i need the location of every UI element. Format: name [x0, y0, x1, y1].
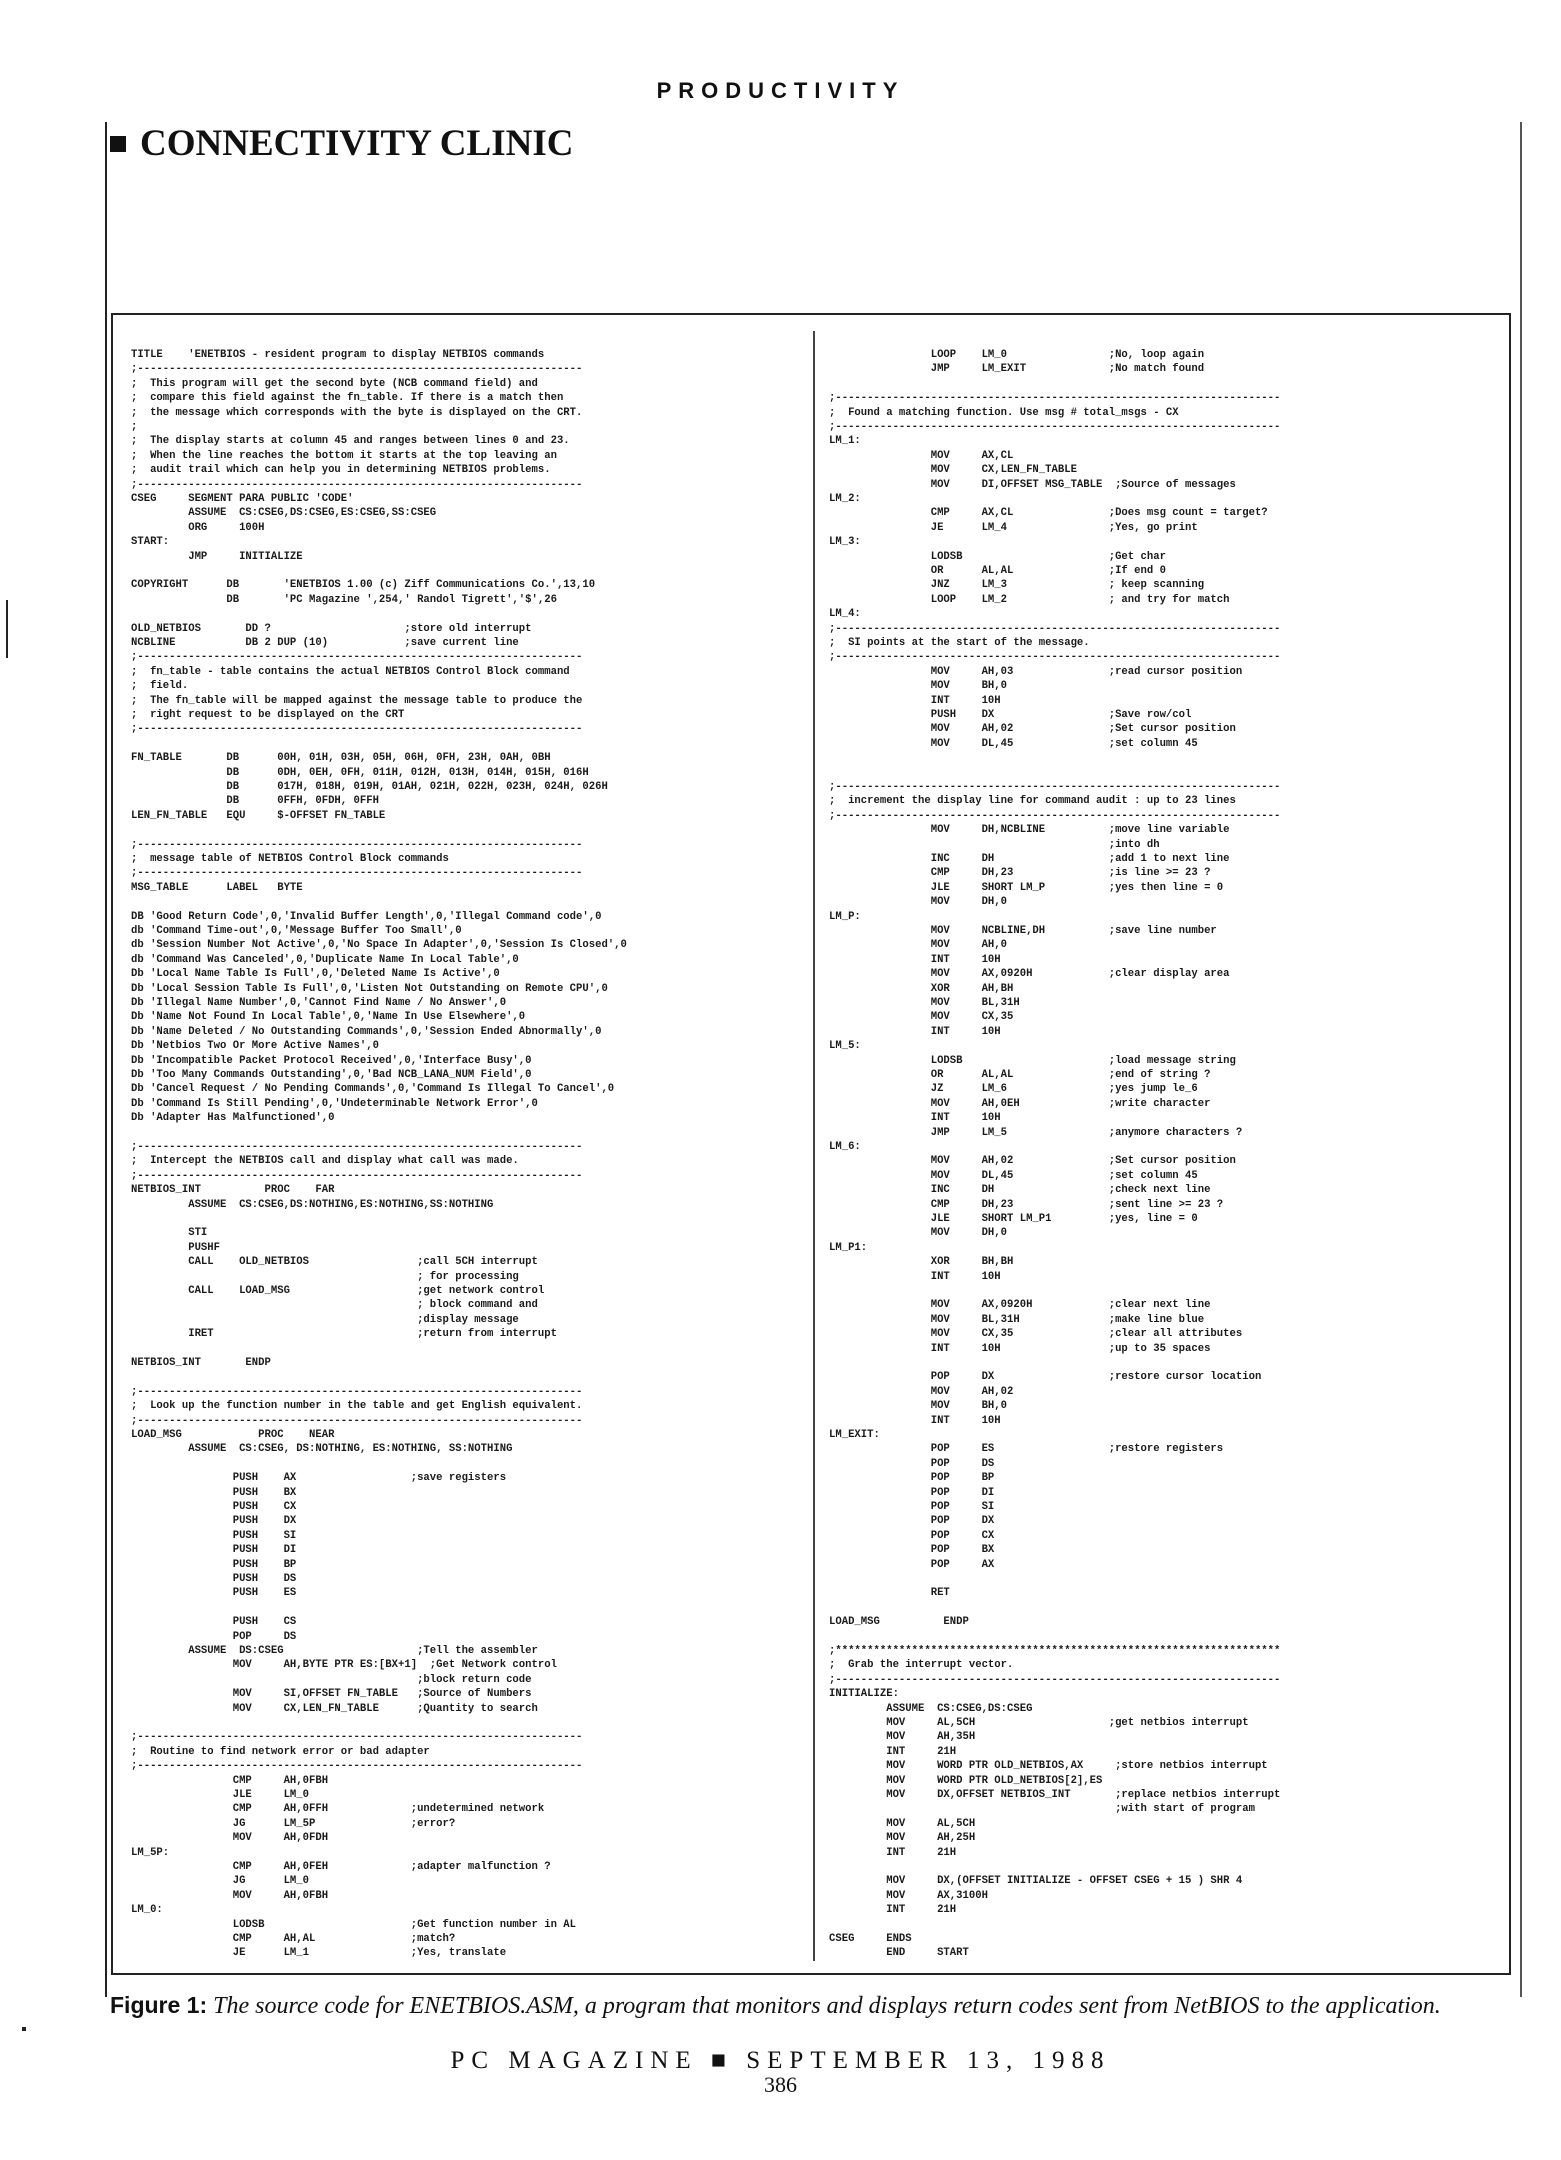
code-line: MOV DI,OFFSET MSG_TABLE ;Source of messages	[829, 478, 1236, 491]
code-line: ;----------------------------------------------------------------------	[131, 1385, 583, 1398]
code-line: Db 'Netbios Two Or More Active Names',0	[131, 1040, 379, 1053]
code-line: MOV DL,45 ;set column 45	[829, 1169, 1198, 1182]
code-line	[131, 1601, 801, 1615]
code-line: MOV AH,35H	[829, 1731, 976, 1744]
code-line: ASSUME CS:CSEG,DS:CSEG	[829, 1702, 1033, 1715]
code-line: LM_1:	[829, 435, 861, 448]
code-line: JE LM_1 ;Yes, translate	[131, 1947, 507, 1960]
code-line: ; When the line reaches the bottom it starts at the top leaving an	[131, 449, 557, 462]
code-line: ; audit trail which can help you in determining NETBIOS problems.	[131, 464, 551, 477]
code-line: ; fn_table - table contains the actual NETBIOS Control Block command	[131, 665, 570, 678]
code-line: db 'Session Number Not Active',0,'No Space In Adapter',0,'Session Is Closed',0	[131, 939, 627, 952]
code-line: PUSHF	[131, 1241, 221, 1254]
code-line: JLE SHORT LM_P1 ;yes, line = 0	[829, 1213, 1198, 1225]
code-line: INT 21H	[829, 1904, 957, 1917]
code-line: MOV DH,0	[829, 1227, 1008, 1240]
code-line	[131, 1342, 801, 1356]
code-line: ; The display starts at column 45 and ranges between lines 0 and 23.	[131, 435, 570, 448]
code-line: JLE LM_0	[131, 1789, 310, 1801]
code-line: CSEG ENDS	[829, 1933, 912, 1945]
code-line: INT 10H	[829, 1112, 1001, 1125]
code-line: MOV AL,5CH	[829, 1817, 976, 1830]
code-line: JNZ LM_3 ; keep scanning	[829, 579, 1205, 592]
code-line: PUSH CS	[131, 1616, 297, 1629]
code-line: Db 'Command Is Still Pending',0,'Undeterminable Network Error',0	[131, 1097, 538, 1110]
code-line: MOV AH,BYTE PTR ES:[BX+1] ;Get Network control	[131, 1659, 557, 1672]
code-line: INT 10H	[829, 1025, 1001, 1038]
code-line: PUSH DS	[131, 1573, 297, 1585]
code-line: MOV AH,03 ;read cursor position	[829, 665, 1243, 678]
code-line: Db 'Cancel Request / No Pending Commands',0,'Command Is Illegal To Cancel',0	[131, 1083, 615, 1096]
code-line: LOOP LM_0 ;No, loop again	[829, 349, 1205, 361]
code-line: MOV CX,LEN_FN_TABLE	[829, 464, 1077, 477]
code-line: ;into dh	[829, 838, 1160, 851]
code-line: INC DH ;add 1 to next line	[829, 853, 1230, 865]
caption-label: Figure 1:	[110, 1992, 208, 2018]
code-line: OR AL,AL ;If end 0	[829, 565, 1166, 577]
code-line: ;----------------------------------------------------------------------	[829, 421, 1281, 433]
code-line: ; the message which corresponds with the byte is displayed on the CRT.	[131, 406, 583, 419]
code-line: Db 'Adapter Has Malfunctioned',0	[131, 1112, 335, 1125]
code-line: MOV WORD PTR OLD_NETBIOS[2],ES	[829, 1774, 1103, 1787]
code-line: MOV BH,0	[829, 680, 1008, 693]
code-line: END START	[829, 1947, 969, 1960]
code-line: PUSH AX ;save registers	[131, 1472, 507, 1485]
code-line: LODSB ;Get function number in AL	[131, 1918, 577, 1931]
page-number: 386	[764, 2072, 797, 2097]
code-line: IRET ;return from interrupt	[131, 1328, 557, 1341]
code-line: OR AL,AL ;end of string ?	[829, 1069, 1211, 1081]
code-line: STI	[131, 1227, 208, 1240]
code-line: ; increment the display line for command audit : up to 23 lines	[829, 795, 1236, 808]
code-line: LODSB ;load message string	[829, 1054, 1236, 1067]
code-line: MSG_TABLE LABEL BYTE	[131, 881, 303, 894]
code-line: JLE SHORT LM_P ;yes then line = 0	[829, 881, 1224, 894]
code-line: INITIALIZE:	[829, 1688, 899, 1701]
code-line: MOV AH,0	[829, 939, 1008, 952]
code-line: LM_2:	[829, 493, 861, 505]
code-line	[131, 1457, 801, 1471]
code-line: CMP AH,0FEH ;adapter malfunction ?	[131, 1861, 551, 1873]
code-line: MOV AX,0920H ;clear next line	[829, 1299, 1211, 1312]
code-line: Db 'Local Session Table Is Full',0,'Listen Not Outstanding on Remote CPU',0	[131, 982, 608, 995]
code-line: ;----------------------------------------------------------------------	[131, 838, 583, 851]
code-line: CMP AH,0FBH	[131, 1774, 329, 1787]
code-line: ;----------------------------------------------------------------------	[131, 478, 583, 491]
code-line	[829, 1356, 1501, 1370]
code-line: ;----------------------------------------------------------------------	[131, 1731, 583, 1744]
code-line: ; for processing	[131, 1270, 519, 1283]
code-line	[131, 607, 801, 621]
code-line	[131, 895, 801, 909]
code-line: MOV BL,31H	[829, 997, 1020, 1009]
code-line: MOV AX,0920H ;clear display area	[829, 968, 1230, 981]
code-line: MOV AL,5CH ;get netbios interrupt	[829, 1717, 1249, 1729]
code-line: MOV CX,LEN_FN_TABLE ;Quantity to search	[131, 1702, 538, 1715]
code-line: MOV AH,0FDH	[131, 1832, 329, 1845]
code-line: ; The fn_table will be mapped against the message table to produce the	[131, 694, 583, 707]
code-line: ASSUME CS:CSEG,DS:NOTHING,ES:NOTHING,SS:NOTHING	[131, 1198, 494, 1211]
code-line: JZ LM_6 ;yes jump le_6	[829, 1083, 1198, 1096]
code-line: INT 10H	[829, 1414, 1001, 1427]
figure-caption	[110, 1992, 1530, 2020]
code-line: POP DX	[829, 1515, 995, 1528]
code-line: LM_P1:	[829, 1241, 868, 1254]
square-bullet-icon	[110, 136, 126, 152]
code-line: LOAD_MSG PROC NEAR	[131, 1429, 335, 1441]
code-line: ;----------------------------------------------------------------------	[829, 809, 1281, 822]
code-line: POP DS	[131, 1630, 297, 1643]
column-rule-left	[105, 122, 107, 1997]
code-line: POP DI	[829, 1486, 995, 1499]
code-line: MOV WORD PTR OLD_NETBIOS,AX ;store netbios interrupt	[829, 1760, 1268, 1773]
code-line: NETBIOS_INT ENDP	[131, 1357, 271, 1369]
code-line: JE LM_4 ;Yes, go print	[829, 521, 1198, 534]
code-line: LM_6:	[829, 1141, 861, 1153]
code-line: LEN_FN_TABLE EQU $-OFFSET FN_TABLE	[131, 809, 386, 822]
code-line: MOV DX,(OFFSET INITIALIZE - OFFSET CSEG + 15 ) SHR 4	[829, 1875, 1243, 1888]
code-line: MOV CX,35	[829, 1011, 1014, 1024]
code-line: ;----------------------------------------------------------------------	[131, 363, 583, 376]
code-line: ; Intercept the NETBIOS call and display what call was made.	[131, 1155, 519, 1168]
column-divider	[813, 331, 815, 1961]
code-line: MOV SI,OFFSET FN_TABLE ;Source of Numbers	[131, 1688, 532, 1701]
code-line: ;----------------------------------------------------------------------	[131, 867, 583, 880]
code-line: DB 'Good Return Code',0,'Invalid Buffer Length',0,'Illegal Command code',0	[131, 910, 602, 923]
code-line	[131, 1370, 801, 1384]
code-line: POP SI	[829, 1501, 995, 1513]
code-line	[829, 1284, 1501, 1298]
code-line: PUSH DX ;Save row/col	[829, 709, 1192, 721]
code-line: ;block return code	[131, 1673, 532, 1686]
code-line: ;----------------------------------------------------------------------	[829, 622, 1281, 635]
code-line: ;----------------------------------------------------------------------	[131, 1141, 583, 1153]
code-line: LOOP LM_2 ; and try for match	[829, 593, 1230, 606]
column-rule-right	[1520, 122, 1522, 1997]
code-line: TITLE 'ENETBIOS - resident program to display NETBIOS commands	[131, 349, 545, 361]
code-line: LM_0:	[131, 1904, 163, 1917]
code-line: CALL LOAD_MSG ;get network control	[131, 1285, 545, 1297]
code-line: LM_4:	[829, 608, 861, 621]
code-line: POP ES ;restore registers	[829, 1443, 1224, 1456]
code-line: ; message table of NETBIOS Control Block commands	[131, 853, 449, 865]
code-line: XOR BH,BH	[829, 1256, 1014, 1269]
code-line: ;----------------------------------------------------------------------	[829, 781, 1281, 793]
code-line: MOV NCBLINE,DH ;save line number	[829, 925, 1217, 937]
code-line	[829, 1918, 1501, 1932]
code-line: DB 017H, 018H, 019H, 01AH, 021H, 022H, 023H, 024H, 026H	[131, 781, 608, 793]
code-line: ; block command and	[131, 1299, 538, 1312]
code-line: ;	[131, 421, 138, 433]
code-line: ;----------------------------------------------------------------------	[829, 1673, 1281, 1686]
code-line	[829, 1860, 1501, 1874]
code-line: PUSH DX	[131, 1515, 297, 1528]
code-line: INT 21H	[829, 1846, 957, 1859]
code-line: MOV BH,0	[829, 1400, 1008, 1413]
code-line: PUSH BP	[131, 1558, 297, 1571]
code-line: Db 'Incompatible Packet Protocol Received',0,'Interface Busy',0	[131, 1054, 532, 1067]
code-line: PUSH BX	[131, 1486, 297, 1499]
code-line: MOV AH,25H	[829, 1832, 976, 1845]
code-line: NETBIOS_INT PROC FAR	[131, 1184, 335, 1197]
code-line	[829, 377, 1501, 391]
code-line: ;----------------------------------------------------------------------	[131, 651, 583, 664]
code-line: NCBLINE DB 2 DUP (10) ;save current line	[131, 637, 519, 649]
code-line: DB 0FFH, 0FDH, 0FFH	[131, 795, 379, 808]
code-line: LM_5:	[829, 1040, 861, 1053]
code-line	[829, 766, 1501, 780]
code-line: JMP LM_EXIT ;No match found	[829, 363, 1205, 376]
code-line: MOV AH,02 ;Set cursor position	[829, 723, 1236, 736]
code-line: ;----------------------------------------------------------------------	[131, 1760, 583, 1773]
code-line: ; Look up the function number in the table and get English equivalent.	[131, 1400, 583, 1413]
code-line: ; compare this field against the fn_table. If there is a match then	[131, 392, 564, 405]
code-line: CMP DH,23 ;sent line >= 23 ?	[829, 1198, 1224, 1211]
code-line	[131, 564, 801, 578]
code-line	[131, 1212, 801, 1226]
code-line: INT 10H	[829, 1270, 1001, 1283]
margin-dot	[22, 2027, 26, 2031]
code-line	[131, 1716, 801, 1730]
code-line: ;----------------------------------------------------------------------	[131, 1414, 583, 1427]
code-line: CSEG SEGMENT PARA PUBLIC 'CODE'	[131, 493, 354, 505]
code-line: PUSH CX	[131, 1501, 297, 1513]
code-line: ; This program will get the second byte (NCB command field) and	[131, 377, 538, 390]
code-line: POP CX	[829, 1529, 995, 1542]
code-line: LOAD_MSG ENDP	[829, 1616, 969, 1629]
code-line: ;**********************************************************************	[829, 1645, 1281, 1657]
code-line: RET	[829, 1587, 950, 1600]
code-line: CMP AH,AL ;match?	[131, 1933, 456, 1945]
code-line: MOV AX,CL	[829, 449, 1014, 462]
code-line: ; Grab the interrupt vector.	[829, 1659, 1014, 1672]
code-line: ;----------------------------------------------------------------------	[829, 392, 1281, 405]
code-line: XOR AH,BH	[829, 982, 1014, 995]
code-line: LM_EXIT:	[829, 1429, 880, 1441]
code-line: PUSH SI	[131, 1529, 297, 1542]
code-line: COPYRIGHT DB 'ENETBIOS 1.00 (c) Ziff Communications Co.',13,10	[131, 579, 596, 592]
code-line: START:	[131, 536, 170, 549]
code-line: DB 0DH, 0EH, 0FH, 011H, 012H, 013H, 014H, 015H, 016H	[131, 766, 589, 779]
code-line: CMP AH,0FFH ;undetermined network	[131, 1803, 545, 1816]
code-line: ;with start of program	[829, 1803, 1255, 1816]
code-line: ; field.	[131, 680, 189, 693]
code-line: FN_TABLE DB 00H, 01H, 03H, 05H, 06H, 0FH, 23H, 0AH, 0BH	[131, 752, 551, 765]
code-line: MOV DH,NCBLINE ;move line variable	[829, 824, 1230, 837]
code-line: ; right request to be displayed on the CRT	[131, 709, 405, 721]
column-title: CONNECTIVITY CLINIC	[140, 123, 574, 164]
caption-text: The source code for ENETBIOS.ASM, a program that monitors and displays return codes sent from NetBIOS to the application.	[213, 1993, 1441, 2019]
code-listing-figure	[111, 313, 1511, 1975]
code-line: OLD_NETBIOS DD ? ;store old interrupt	[131, 622, 532, 635]
code-line: INT 10H	[829, 694, 1001, 707]
code-line: ;display message	[131, 1313, 519, 1326]
code-line	[131, 1126, 801, 1140]
code-line: JMP LM_5 ;anymore characters ?	[829, 1126, 1243, 1139]
code-line: db 'Command Was Canceled',0,'Duplicate Name In Local Table',0	[131, 953, 519, 966]
margin-mark	[6, 600, 8, 658]
code-line: INT 10H	[829, 953, 1001, 966]
code-line: MOV AH,0EH ;write character	[829, 1097, 1211, 1110]
code-line: POP DS	[829, 1457, 995, 1470]
code-line: ASSUME CS:CSEG,DS:CSEG,ES:CSEG,SS:CSEG	[131, 507, 437, 520]
code-line: ; Found a matching function. Use msg # total_msgs - CX	[829, 406, 1179, 419]
code-line: Db 'Too Many Commands Outstanding',0,'Bad NCB_LANA_NUM Field',0	[131, 1069, 532, 1081]
page-footer: PC MAGAZINE ■ SEPTEMBER 13, 1988	[450, 2047, 1111, 2074]
code-line: MOV DL,45 ;set column 45	[829, 737, 1198, 750]
code-line: INT 21H	[829, 1745, 957, 1758]
code-line: CALL OLD_NETBIOS ;call 5CH interrupt	[131, 1256, 538, 1269]
code-line: ;----------------------------------------------------------------------	[829, 651, 1281, 664]
code-line: INT 10H ;up to 35 spaces	[829, 1342, 1211, 1355]
code-line: Db 'Name Deleted / No Outstanding Commands',0,'Session Ended Abnormally',0	[131, 1025, 602, 1038]
code-line: PUSH ES	[131, 1587, 297, 1600]
code-line	[131, 823, 801, 837]
code-line: POP BX	[829, 1544, 995, 1557]
code-line: POP AX	[829, 1558, 995, 1571]
code-line: LODSB ;Get char	[829, 550, 1166, 563]
code-line: JMP INITIALIZE	[131, 550, 303, 563]
code-line	[829, 1572, 1501, 1586]
code-line: ORG 100H	[131, 521, 265, 534]
code-line: LM_3:	[829, 536, 861, 549]
code-line: PUSH DI	[131, 1544, 297, 1557]
code-line	[131, 737, 801, 751]
code-line: MOV CX,35 ;clear all attributes	[829, 1328, 1243, 1341]
code-line	[829, 751, 1501, 765]
code-line: ASSUME DS:CSEG ;Tell the assembler	[131, 1645, 538, 1657]
code-line: db 'Command Time-out',0,'Message Buffer Too Small',0	[131, 925, 462, 937]
code-line: ; Routine to find network error or bad adapter	[131, 1745, 430, 1758]
code-line: ;----------------------------------------------------------------------	[131, 723, 583, 736]
code-line: POP DX ;restore cursor location	[829, 1371, 1262, 1384]
code-line: ;----------------------------------------------------------------------	[131, 1169, 583, 1182]
code-line: ; SI points at the start of the message.	[829, 637, 1090, 649]
code-line: POP BP	[829, 1472, 995, 1485]
code-line: JG LM_5P ;error?	[131, 1817, 456, 1830]
code-line: CMP DH,23 ;is line >= 23 ?	[829, 867, 1211, 880]
code-line: LM_5P:	[131, 1846, 170, 1859]
code-line: Db 'Local Name Table Is Full',0,'Deleted Name Is Active',0	[131, 968, 500, 981]
code-line: MOV DX,OFFSET NETBIOS_INT ;replace netbios interrupt	[829, 1789, 1281, 1801]
code-line: MOV AH,0FBH	[131, 1889, 329, 1902]
code-line: INC DH ;check next line	[829, 1184, 1211, 1197]
code-line: CMP AX,CL ;Does msg count = target?	[829, 507, 1268, 520]
code-line: MOV BL,31H ;make line blue	[829, 1313, 1205, 1326]
code-line: JG LM_0	[131, 1875, 310, 1888]
code-line: MOV AH,02	[829, 1385, 1014, 1398]
section-label: PRODUCTIVITY	[656, 78, 905, 103]
code-line: ASSUME CS:CSEG, DS:NOTHING, ES:NOTHING, SS:NOTHING	[131, 1443, 513, 1456]
code-line	[829, 1630, 1501, 1644]
code-line: MOV DH,0	[829, 896, 1008, 909]
code-line: MOV AX,3100H	[829, 1889, 988, 1902]
code-line: Db 'Illegal Name Number',0,'Cannot Find Name / No Answer',0	[131, 997, 507, 1009]
code-line: LM_P:	[829, 910, 861, 923]
code-line: DB 'PC Magazine ',254,' Randol Tigrett','$',26	[131, 593, 557, 606]
code-line: MOV AH,02 ;Set cursor position	[829, 1155, 1236, 1168]
column-heading	[110, 122, 573, 165]
code-line	[829, 1601, 1501, 1615]
code-line: Db 'Name Not Found In Local Table',0,'Name In Use Elsewhere',0	[131, 1011, 526, 1024]
